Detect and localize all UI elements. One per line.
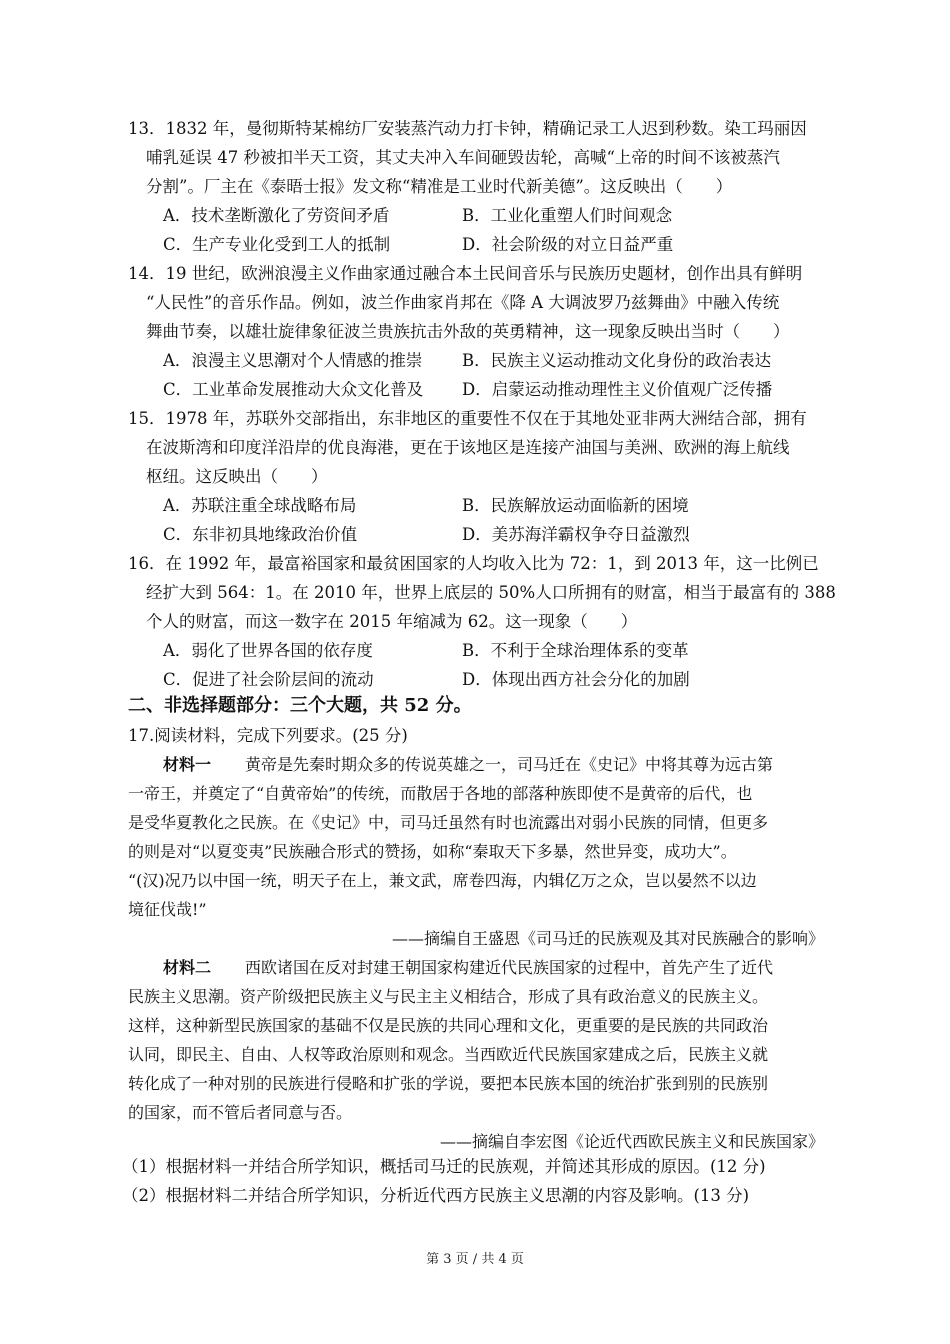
q15-line-2: 在波斯湾和印度洋沿岸的优良海港，更在于该地区是连接产油国与美洲、欧洲的海上航线 [146,438,790,457]
material2-line-4: 认同，即民主、自由、人权等政治原则和观念。当西欧近代民族国家建成之后，民族主义就 [128,1045,769,1064]
material1-line-6: 境征伐哉!” [128,900,207,919]
material2-label: 材料二 [163,958,212,977]
q13-option-d: D．社会阶级的对立日益严重 [462,235,674,254]
q15-option-b: B．民族解放运动面临新的困境 [462,496,689,515]
q15-option-d: D．美苏海洋霸权争夺日益激烈 [462,525,690,544]
q16-option-a: A．弱化了世界各国的依存度 [163,641,373,660]
material1-source: ——摘编自王盛恩《司马迁的民族观及其对民族融合的影响》 [391,929,824,948]
material2-source: ——摘编自李宏图《论近代西欧民族主义和民族国家》 [439,1132,824,1151]
q16-option-b: B．不利于全球治理体系的变革 [462,641,689,660]
material1-line-5: “(汉)况乃以中国一统，明天子在上，兼文武，席卷四海，内辑亿万之众，岂以晏然不以边 [128,871,757,890]
q13-option-a: A．技术垄断激化了劳资间矛盾 [163,206,390,225]
q17-sub-2: （2）根据材料二并结合所学知识，分析近代西方民族主义思潮的内容及影响。(13 分) [122,1186,750,1205]
material1-line-4: 的则是对“以夏变夷”民族融合形式的赞扬，如称“秦取天下多暴，然世异变，成功大”。 [128,842,737,861]
q15-line-3: 枢纽。这反映出（ ） [146,467,328,486]
q13-line-1: 13．1832 年，曼彻斯特某棉纺厂安装蒸汽动力打卡钟，精确记录工人迟到秒数。染工玛丽因 [128,119,807,138]
q13-line-3: 分割”。厂主在《泰晤士报》发文称“精准是工业时代新美德”。这反映出（ ） [146,177,733,196]
material2-first-line [163,954,773,982]
section2-heading: 二、非选择题部分：三个大题，共 52 分。 [128,695,472,716]
material2-line-2: 民族主义思潮。资产阶级把民族主义与民主主义相结合，形成了具有政治意义的民族主义。 [128,987,769,1006]
q13-option-c: C．生产专业化受到工人的抵制 [163,235,391,254]
material2-line-1: 西欧诸国在反对封建王朝国家构建近代民族国家的过程中，首先产生了近代 [245,958,774,977]
material1-first-line [163,751,773,779]
q14-line-1: 14．19 世纪，欧洲浪漫主义作曲家通过融合本土民间音乐与民族历史题材，创作出具有鲜明 [128,264,803,283]
material1-line-2: 一帝王，并奠定了“自黄帝始”的传统，而散居于各地的部落种族即使不是黄帝的后代，也 [128,784,753,803]
material2-line-6: 的国家，而不管后者同意与否。 [128,1103,353,1122]
q15-option-a: A．苏联注重全球战略布局 [163,496,357,515]
q16-line-3: 个人的财富，而这一数字在 2015 年缩减为 62。这一现象（ ） [146,612,638,631]
material1-label: 材料一 [163,755,212,774]
q17-title: 17.阅读材料，完成下列要求。(25 分) [128,726,408,745]
q16-line-1: 16．在 1992 年，最富裕国家和最贫困国家的人均收入比为 72：1，到 2013 年，这一比例已 [128,554,819,573]
page-footer: 第 3 页 / 共 4 页 [426,1252,524,1267]
q15-option-c: C．东非初具地缘政治价值 [163,525,358,544]
q15-line-1: 15．1978 年，苏联外交部指出，东非地区的重要性不仅在于其地处亚非两大洲结合部，拥有 [128,409,807,428]
material1-line-3: 是受华夏教化之民族。在《史记》中，司马迁虽然有时也流露出对弱小民族的同情，但更多 [128,813,769,832]
q14-line-3: 舞曲节奏，以雄壮旋律象征波兰贵族抗击外敌的英勇精神，这一现象反映出当时（ ） [146,322,790,341]
q17-sub-1: （1）根据材料一并结合所学知识，概括司马迁的民族观，并简述其形成的原因。(12 分) [122,1157,766,1176]
q13-line-2: 哺乳延误 47 秒被扣半天工资，其丈夫冲入车间砸毁齿轮，高喊“上帝的时间不该被蒸汽 [146,148,780,167]
q13-option-b: B．工业化重塑人们时间观念 [462,206,673,225]
q14-option-d: D．启蒙运动推动理性主义价值观广泛传播 [462,380,773,399]
q16-line-2: 经扩大到 564：1。在 2010 年，世界上底层的 50%人口所拥有的财富，相当于最富有的 388 [146,583,836,602]
q16-option-d: D．体现出西方社会分化的加剧 [462,670,690,689]
material1-line-1: 黄帝是先秦时期众多的传说英雄之一，司马迁在《史记》中将其尊为远古第 [245,755,774,774]
q16-option-c: C．促进了社会阶层间的流动 [163,670,374,689]
material2-line-5: 转化成了一种对别的民族进行侵略和扩张的学说，要把本民族本国的统治扩张到别的民族别 [128,1074,769,1093]
q14-line-2: “人民性”的音乐作品。例如，波兰作曲家肖邦在《降 A 大调波罗乃兹舞曲》中融入传统 [146,293,780,312]
material2-line-3: 这样，这种新型民族国家的基础不仅是民族的共同心理和文化，更重要的是民族的共同政治 [128,1016,769,1035]
q14-option-a: A．浪漫主义思潮对个人情感的推崇 [163,351,423,370]
q14-option-c: C．工业革命发展推动大众文化普及 [163,380,424,399]
q14-option-b: B．民族主义运动推动文化身份的政治表达 [462,351,772,370]
